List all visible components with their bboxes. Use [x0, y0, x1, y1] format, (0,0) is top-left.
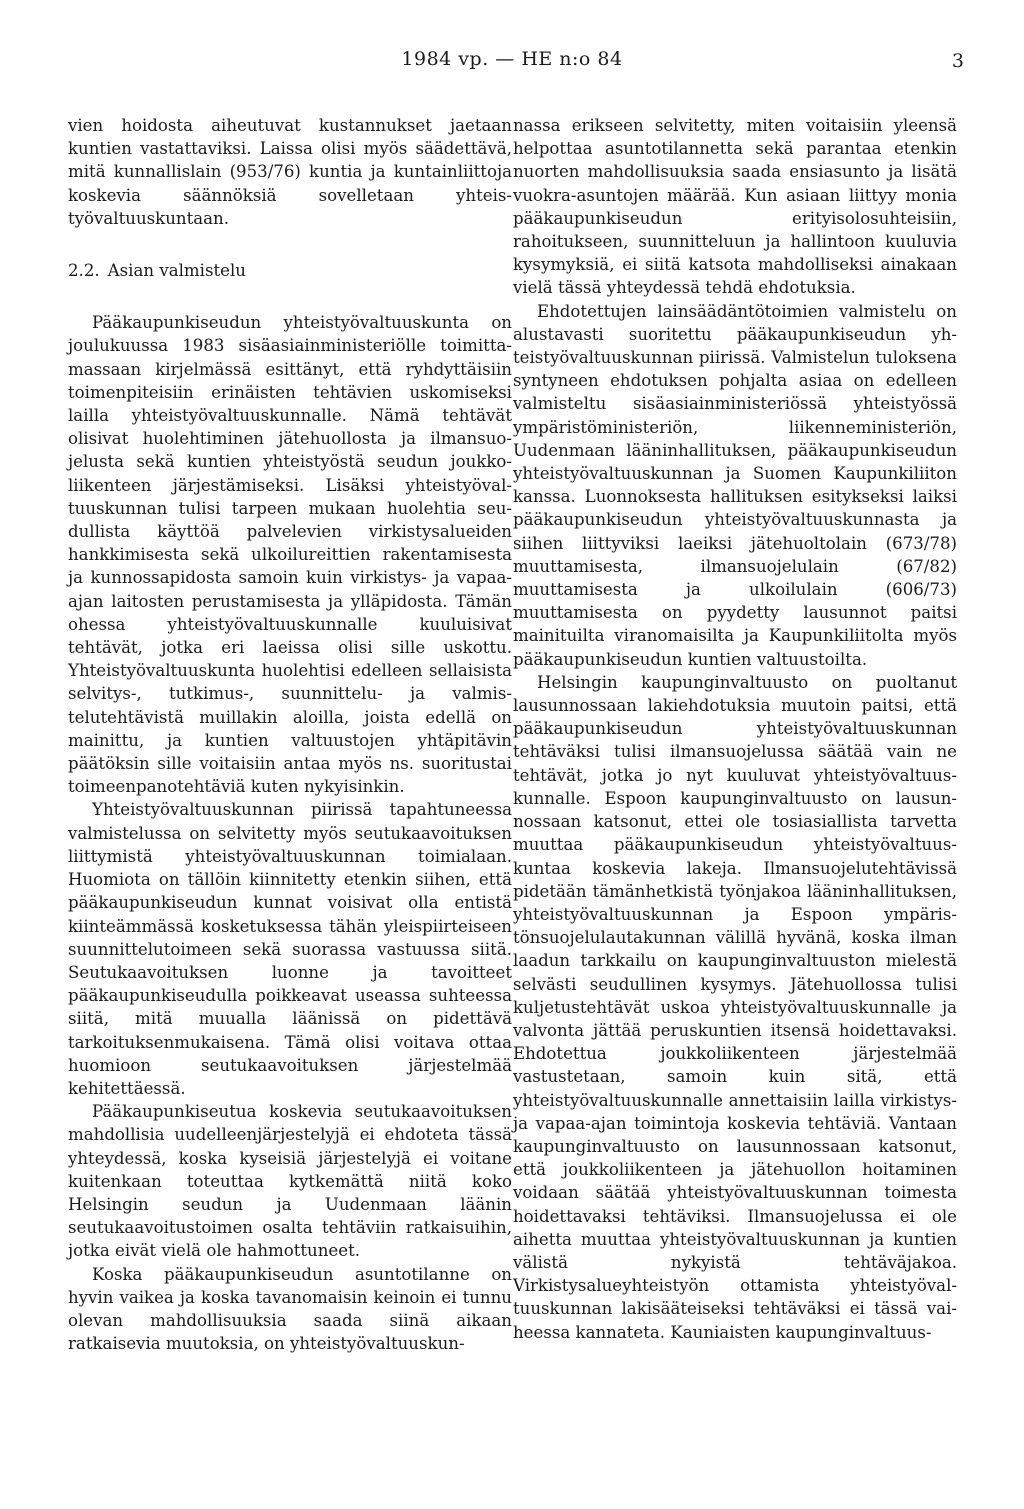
document-title: 1984 vp. — HE n:o 84 [401, 48, 623, 70]
right-column [513, 114, 957, 1344]
paragraph: Ehdotettujen lainsäädäntötoimien valmistelu on alustavasti suoritettu pääkaupunkiseudun yhteistyövaltuuskunnan piirissä. Valmistelun tuloksena syntyneen ehdotuksen pohjalta asiaa on edelleen valmisteltu sisäasiainministeriössä yhteistyössä ympäristöministeriön, liikenneministeriön, Uudenmaan lääninhallituksen, pääkaupunkiseudun yhteistyövaltuuskunnan ja Suomen Kaupunkiliiton kanssa. Luonnoksesta hallituksen esitykseksi laiksi pääkaupunkiseudun yhteistyövaltuuskunnasta ja siihen liittyviksi laeiksi jätehuoltolain (673/78) muuttamisesta, ilmansuojelulain (67/82) muuttamisesta ja ulkoilulain (606/73) muuttamisesta on pyydetty lausunnot paitsi mainituilta viranomaisilta ja Kaupunkiliitolta myös pääkaupunkiseudun kuntien valtuustoilta. [513, 301, 957, 669]
paragraph: Pääkaupunkiseudun yhteistyövaltuuskunta on joulukuussa 1983 sisäasiainministeriölle toimittamassaan kirjelmässä esittänyt, että ryhdyttäisiin toimenpiteisiin erinäisten tehtävien uskomiseksi lailla yhteistyövaltuuskunnalle. Nämä tehtävät olisivat huolehtiminen jätehuollosta ja ilmansuojelusta sekä kuntien yhteistyöstä seudun joukkoliikenteen järjestämiseksi. Lisäksi yhteistyövaltuuskunnan tulisi tarpeen mukaan huolehtia seudullista käyttöä palvelevien virkistysalueiden hankkimisesta sekä ulkoilureittien rakentamisesta ja kunnossapidosta samoin kuin virkistys- ja vapaa-ajan laitosten perustamisesta ja ylläpidosta. Tämän ohessa yhteistyövaltuuskunnalle kuuluisivat tehtävät, jotka eri laeissa olisi sille uskottu. Yhteistyövaltuuskunta huolehtisi edelleen sellaisista selvitys-, tutkimus-, suunnittelu- ja valmistelutehtävistä muillakin aloilla, joista edellä on mainittu, ja kuntien valtuustojen yhtäpitävin päätöksin sille voitaisiin antaa myös ns. suoritustai toimeenpanotehtäviä kuten nykyisinkin. [68, 313, 512, 797]
section-number: 2.2. [68, 261, 100, 281]
section-title: Asian valmistelu [107, 261, 246, 281]
left-column [68, 114, 512, 1355]
section-heading [68, 259, 512, 282]
paragraph: vien hoidosta aiheutuvat kustannukset jaetaan kuntien vastattaviksi. Laissa olisi myös säädettävä, mitä kunnallislain (953/76) kuntia ja kuntainliittoja koskevia säännöksiä sovelletaan yhteistyövaltuuskuntaan. [68, 116, 512, 228]
paragraph: Pääkaupunkiseutua koskevia seutukaavoituksen mahdollisia uudelleenjärjestelyjä ei ehdoteta tässä yhteydessä, koska kyseisiä järjestelyjä ei voitane kuitenkaan toteuttaa kytkemättä niitä koko Helsingin seudun ja Uudenmaan läänin seutukaavoitustoimen osalta tehtäviin ratkaisuihin, jotka eivät vielä ole hahmottuneet. [68, 1102, 512, 1261]
paragraph: Yhteistyövaltuuskunnan piirissä tapahtuneessa valmistelussa on selvitetty myös seutukaavoituksen liittymistä yhteistyövaltuuskunnan toimialaan. Huomiota on tällöin kiinnitetty etenkin siihen, että pääkaupunkiseudun kunnat voisivat olla entistä kiinteämmässä kosketuksessa tähän yleispiirteiseen suunnittelutoimeen sekä suorassa vastuussa siitä. Seutukaavoituksen luonne ja tavoitteet pääkaupunkiseudulla poikkeavat useassa suhteessa siitä, mitä muualla läänissä on pidettävä tarkoituksenmukaisena. Tämä olisi voitava ottaa huomioon seutukaavoituksen järjestelmää kehitettäessä. [68, 800, 512, 1098]
paragraph: nassa erikseen selvitetty, miten voitaisiin yleensä helpottaa asuntotilannetta sekä parantaa etenkin nuorten mahdollisuuksia saada ensiasunto ja lisätä vuokra-asuntojen määrää. Kun asiaan liittyy monia pääkaupunkiseudun erityisolosuhteisiin, rahoitukseen, suunnitteluun ja hallintoon kuuluvia kysymyksiä, ei siitä katsota mahdolliseksi ainakaan vielä tässä yhteydessä tehdä ehdotuksia. [513, 116, 957, 298]
page-number: 3 [951, 50, 964, 72]
paragraph: Koska pääkaupunkiseudun asuntotilanne on hyvin vaikea ja koska tavanomaisin keinoin ei tunnu olevan mahdollisuuksia saada siinä aikaan ratkaisevia muutoksia, on yhteistyövaltuuskun- [68, 1264, 512, 1354]
paragraph: Helsingin kaupunginvaltuusto on puoltanut lausunnossaan lakiehdotuksia muutoin paitsi, että pääkaupunkiseudun yhteistyövaltuuskunnan tehtäväksi tulisi ilmansuojelussa säätää vain ne tehtävät, jotka jo nyt kuuluvat yhteistyövaltuuskunnalle. Espoon kaupunginvaltuusto on lausunnossaan katsonut, ettei ole tosiasiallista tarvetta muuttaa pääkaupunkiseudun yhteistyövaltuuskuntaa koskevia lakeja. Ilmansuojelutehtävissä pidetään tämänhetkistä työnjakoa lääninhallituksen, yhteistyövaltuuskunnan ja Espoon ympäristönsuojelulautakunnan välillä hyvänä, koska ilman laadun tarkkailu on kaupunginvaltuuston mielestä selvästi seudullinen kysymys. Jätehuollossa tulisi kuljetustehtävät uskoa yhteistyövaltuuskunnalle ja valvonta jättää peruskuntien itsensä hoidettavaksi. Ehdotettua joukkoliikenteen järjestelmää vastustetaan, samoin kuin sitä, että yhteistyövaltuuskunnalle annettaisiin lailla virkistys- ja vapaa-ajan toimintoja koskevia tehtäviä. Vantaan kaupunginvaltuusto on lausunnossaan katsonut, että joukkoliikenteen ja jätehuollon hoitaminen voidaan säätää yhteistyövaltuuskunnan toimesta hoidettavaksi tehtäviksi. Ilmansuojelussa ei ole aihetta muuttaa yhteistyövaltuuskunnan ja kuntien välistä nykyistä tehtäväjakoa. Virkistysalueyhteistyön ottamista yhteistyövaltuuskunnan lakisääteiseksi tehtäväksi ei tässä vaiheessa kannateta. Kauniaisten kaupunginvaltuus- [513, 672, 957, 1342]
page-header [0, 48, 1024, 78]
